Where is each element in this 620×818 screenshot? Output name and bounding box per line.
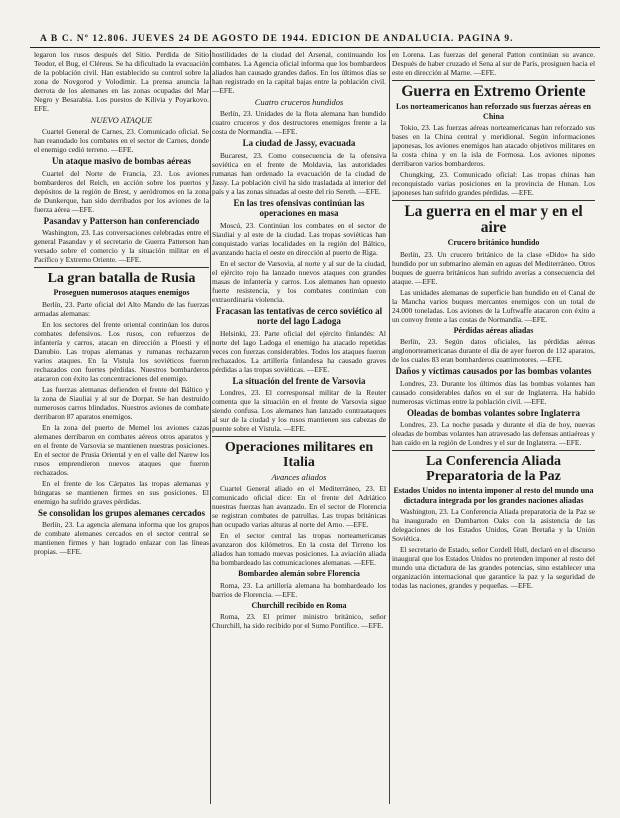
article-text: Berlín, 23. Un crucero británico de la clase «Dido» ha sido hundido por un submarino alemán en aguas del Mediterráneo. Otros buques de guerra británicos han sufrido averías a consecuencia del ataque. —EFE. bbox=[392, 249, 595, 286]
article-text: Las unidades alemanas de superficie han hundido en el Canal de la Mancha varios buques mercantes enemigos con un total de 24.000 toneladas. Los aviones de la Luftwaffe atacaron con éxito a un convoy frente a las costas de Normandía. —EFE. bbox=[392, 287, 595, 324]
article-headline-main: Operaciones militares en Italia bbox=[224, 440, 374, 470]
article-divider bbox=[392, 200, 595, 201]
article-headline: Un ataque masivo de bombas aéreas bbox=[51, 156, 192, 166]
article-text: en Lorena. Las fuerzas del general Patton continúan su avance. Después de haber cruzado el Sena al sur de París, prosiguen hacia el este en dirección al Marne. —EFE. bbox=[392, 50, 595, 77]
article-headline: La ciudad de Jassy, evacuada bbox=[242, 138, 356, 148]
article-divider bbox=[34, 267, 209, 268]
article-headline: Bombardeo alemán sobre Florencia bbox=[238, 569, 360, 578]
article-text: Cuartel General aliado en el Mediterráneo, 23. El comunicado oficial dice: En el frente del Adriático nuestras fuerzas han avanzado. En el sector de Florencia se registran combates de patrullas. Las tropas británicas han ocupado varias alturas al norte del Arno. —EFE. bbox=[212, 484, 386, 529]
article-headline: Se consolidan los grupos alemanes cercados bbox=[37, 507, 206, 518]
article-divider bbox=[212, 436, 386, 437]
article-subheadline: Estados Unidos no intenta imponer al resto del mundo una dictadura integrada por los grandes naciones aliadas bbox=[393, 486, 594, 505]
article-text: En el sector de Varsovia, al norte y al sur de la ciudad, el ejército rojo ha lanzado nuevos ataques con grandes masas de infantería y carros. Los alemanes han opuesto fuerte resistencia, y los combates continúan con extraordinaria violencia. bbox=[212, 258, 386, 304]
article-subheadline: Crucero británico hundido bbox=[447, 238, 540, 247]
article-headline: La situación del frente de Varsovia bbox=[232, 375, 366, 386]
article-text: En los sectores del frente oriental continúan los duros combates defensivos. Los rusos, con refuerzos de infantería y carros, atacan en dirección a Ploesti y el Danubio. Las tropas alemanas y rumanas rechazaron varios ataques. En la Vistula los soviéticos fueron rechazados con fuertes pérdidas. Nuestros bombarderos atacaron con éxito las concentraciones del enemigo. bbox=[34, 319, 209, 383]
article-text: Chungking, 23. Comunicado oficial: Las tropas chinas han reconquistado varias posiciones en la provincia de Hunan. Los japoneses han sufrido grandes pérdidas. —EFE. bbox=[392, 170, 595, 197]
article-divider bbox=[392, 80, 595, 81]
column-divider-2 bbox=[389, 50, 390, 804]
article-headline: En las tres ofensivas continúan las operaciones en masa bbox=[233, 197, 365, 218]
article-text: El secretario de Estado, señor Cordell Hull, declaró en el discurso inaugural que los Estados Unidos no pretenden imponer al resto del mundo una dictadura de las grandes potencias, sino establecer una organización internacional que garantice la paz y la seguridad de todas las naciones, grandes y pequeñas. —EFE. bbox=[392, 545, 595, 590]
article-text: Roma, 23. La artillería alemana ha bombardeado los barrios de Florencia. —EFE. bbox=[212, 580, 386, 599]
column-3 bbox=[392, 50, 595, 804]
article-text: Londres, 23. Durante los últimos días las bombas volantes han causado considerables daños en el sur de Inglaterra. Ha habido numerosas víctimas entre la población civil. —EFE. bbox=[392, 378, 595, 406]
article-headline: Pasandav y Patterson han conferenciado bbox=[43, 215, 200, 226]
article-text: hostilidades de la ciudad del Arsenal, continuando los combates. La Agencia oficial informa que los bombardeos aliados han causado grandes daños. En los últimos días se han registrado en la capital bajas entre la población civil. —EFE. bbox=[212, 50, 386, 95]
article-subheadline: Avances aliados bbox=[271, 472, 327, 482]
article-text: Bucarest, 23. Como consecuencia de la ofensiva soviética en el frente de Moldavia, las autoridades rumanas han ordenado la evacuación de la ciudad de Jassy. La población civil ha sido trasladada al interior del país y a las zonas situadas al oeste del río Sereth. —EFE. bbox=[212, 150, 386, 196]
article-text: Berlín, 23. La agencia alemana informa que los grupos de combate alemanes cercados en el sector central se mantienen firmes y han logrado enlazar con las líneas propias. —EFE. bbox=[34, 520, 209, 556]
article-text: Cuartel del Norte de Francia, 23. Los aviones bombarderos del Reich, en acción sobre los puertos y depósitos de la región de Brest, y aeródromos en la zona de Dunkerque, han sido derribados por los aviones de la fuerza aérea —EFE. bbox=[34, 168, 209, 214]
article-text: Berlín, 23. Unidades de la flota alemana han hundido cuatro cruceros y dos destructores enemigos frente a la costa de Normandía. —EFE. bbox=[212, 109, 386, 136]
article-text: Londres, 23. El corresponsal militar de la Reuter comenta que la situación en el frente de Varsovia sigue siendo confusa. Los alemanes han lanzado contraataques al sur de la ciudad y los rusos mantienen sus cabezas de puente sobre el Vístula. —EFE. bbox=[212, 388, 386, 433]
article-headline-main: Guerra en Extremo Oriente bbox=[401, 83, 586, 100]
article-headline: Pérdidas aéreas aliadas bbox=[453, 325, 534, 335]
article-text: En el sector central las tropas norteamericanas avanzaron dos kilómetros. En la costa del Tirreno los aliados han tomado nuevas posiciones. La aviación aliada ha bombardeado las comunicaciones alemanas. —EFE. bbox=[212, 531, 386, 567]
article-text: Roma, 23. El primer ministro británico, señor Churchill, ha sido recibido por el Sumo Pontífice. —EFE. bbox=[212, 612, 386, 630]
article-text: En la zona del puerto de Memel los aviones cazas alemanes derribaron en combates aéreos otros aparatos y en el frente de Varsovia se mantienen nuestras posiciones. En el sector de Prusia Oriental y en el valle del Narew los rusos emprendieron nuevos ataques que fueron rechazados. bbox=[34, 422, 209, 477]
article-text: Londres, 23. La noche pasada y durante el día de hoy, nuevas oleadas de bombas volantes han atravesado las defensas antiaéreas y han caído en la región de Londres y el sur de Inglaterra. —EFE. bbox=[392, 420, 595, 447]
masthead-rule bbox=[30, 47, 600, 48]
article-headline-main: La gran batalla de Rusia bbox=[47, 271, 196, 286]
column-divider-1 bbox=[210, 50, 211, 804]
article-headline: Churchill recibido en Roma bbox=[251, 600, 347, 610]
article-text: Washington, 23. La Conferencia Aliada preparatoria de la Paz se ha inaugurado en Dumbarton Oaks con la asistencia de las delegaciones de los Estados Unidos, Gran Bretaña y la Unión Soviética. bbox=[392, 507, 595, 543]
article-text: Tokio, 23. Las fuerzas aéreas norteamericanas han reforzado sus bases en la China central y meridional. Según informaciones japonesas, los aviones enemigos han atacado objetivos militares en la costa china y en la isla de Formosa. Los aviones nipones derribaron varios bombarderos. bbox=[392, 123, 595, 168]
section-subhead: NUEVO ATAQUE bbox=[90, 115, 153, 125]
article-headline: Cuatro cruceros hundidos bbox=[254, 97, 344, 107]
article-text: Washington, 23. Las conversaciones celebradas entre el general Pasandav y el secretario de Guerra Patterson han versado sobre el comercio y la situación militar en el Pacífico y Extremo Oriente. —EFE. bbox=[34, 228, 209, 264]
article-text: legaron los rusos después del Sitio. Perdida de Sitio Teodor, el Bug, el Cléreus. Se ha dificultado la evacuación de la población civil. Han establecido su control sobre la zona de Novgorod y Volodimir. La prensa anuncia la derrota de los alemanes en las zonas ocupadas del Mar Negro y Besarabia. Los puestos de Kilivia y Poyarkovo. EFE. bbox=[34, 50, 209, 113]
article-text: Berlín, 23. Según datos oficiales, las pérdidas aéreas anglonorteamericanas durante el día de ayer fueron de 112 aparatos, de los cuales 83 eran bombarderos cuatrimotores. —EFE. bbox=[392, 337, 595, 364]
article-headline-main: La guerra en el mar y en el aire bbox=[404, 203, 583, 236]
column-2 bbox=[212, 50, 386, 804]
article-headline-main: La Conferencia Aliada Preparatoria de la Paz bbox=[425, 454, 562, 484]
article-text: Moscú, 23. Continúan los combates en el sector de Siauliai y al este de la ciudad. Las tropas soviéticas han conquistado varias localidades en la región del Báltico, avanzando hacia el oeste en dirección al puerto de Riga. bbox=[212, 220, 386, 257]
article-text: Helsinki, 23. Parte oficial del ejército finlandés: Al norte del lago Ladoga el enemigo ha atacado repetidas veces con fuerzas considerables. Todos los ataques fueron rechazados. La artillería finlandesa ha causado graves pérdidas a las tropas soviéticas. —EFE. bbox=[212, 328, 386, 374]
article-headline: Daños y víctimas causados por las bombas volantes bbox=[395, 366, 592, 376]
article-text: Berlín, 23. Parte oficial del Alto Mando de las fuerzas armadas alemanas: bbox=[34, 299, 209, 318]
article-text: Cuartel General de Carnes, 23. Comunicado oficial. Se han reanudado los combates en el sector de Carnes, donde el enemigo cedió terreno. —EFE. bbox=[34, 127, 209, 154]
article-text: Las fuerzas alemanas defienden el frente del Báltico y la zona de Siauliai y al sur de Dorpat. Se han destruido numerosos carros blindados. Nuestros aviones de combate derribaron 87 aparatos enemigos. bbox=[34, 384, 209, 421]
article-divider bbox=[392, 450, 595, 451]
article-subheadline: Proseguen numerosos ataques enemigos bbox=[53, 288, 190, 297]
article-headline: Oleadas de bombas volantes sobre Inglaterra bbox=[406, 407, 581, 418]
column-1 bbox=[34, 50, 209, 804]
article-headline: Fracasan las tentativas de cerco soviético al norte del lago Ladoga bbox=[215, 305, 383, 326]
article-text: En el frente de los Cárpatos las tropas alemanas y húngaras se mantienen firmes en sus posiciones. El enemigo ha sufrido graves pérdidas. bbox=[34, 478, 209, 506]
page-masthead: A B C. Nº 12.806. JUEVES 24 DE AGOSTO DE 1944. EDICION DE ANDALUCIA. PAGINA 9. bbox=[40, 34, 514, 44]
article-subheadline: Los norteamericanos han reforzado sus fuerzas aéreas en China bbox=[395, 102, 591, 121]
